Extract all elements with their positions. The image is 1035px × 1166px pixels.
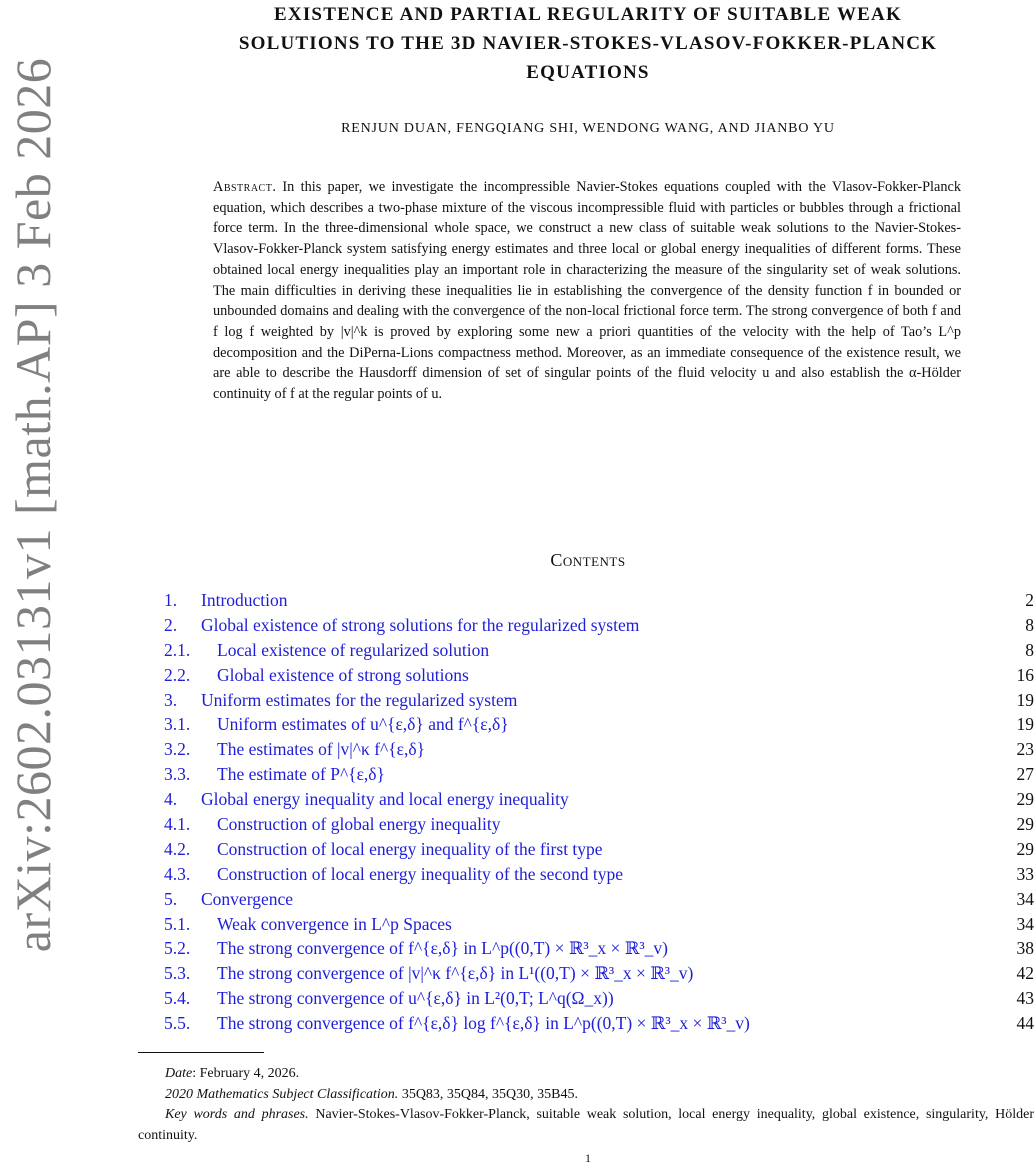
- toc-entry[interactable]: [164, 812, 1034, 837]
- toc-entry-number[interactable]: 2.2.: [164, 664, 191, 685]
- toc-entry-number[interactable]: 5.: [164, 888, 178, 909]
- toc-entry-page: 38: [1016, 938, 1034, 959]
- toc-entry[interactable]: [164, 1011, 1034, 1036]
- toc-entry-page: 33: [1016, 863, 1034, 884]
- toc-entry-link[interactable]: The estimate of P^{ε,δ}: [217, 764, 385, 785]
- toc-entry-number[interactable]: 4.1.: [164, 814, 191, 835]
- toc-entry-link[interactable]: Construction of local energy inequality of the first type: [217, 838, 603, 859]
- msc-label: 2020 Mathematics Subject Classification.: [165, 1086, 399, 1102]
- abstract-label: Abstract.: [213, 179, 277, 195]
- toc-entry-page: 27: [1016, 764, 1034, 785]
- toc-entry-link[interactable]: Global existence of strong solutions: [217, 664, 469, 685]
- toc-entry-link[interactable]: The strong convergence of |v|^κ f^{ε,δ} in L¹((0,T) × ℝ³_x × ℝ³_v): [217, 963, 694, 984]
- toc-entry-number[interactable]: 5.2.: [164, 938, 191, 959]
- toc-entry-number[interactable]: 3.3.: [164, 764, 191, 785]
- toc-entry-number[interactable]: 3.2.: [164, 739, 191, 760]
- footnotes: [138, 1064, 1034, 1146]
- toc-entry-link[interactable]: Uniform estimates for the regularized system: [201, 689, 518, 710]
- toc-entry[interactable]: [164, 887, 1034, 912]
- toc-entry-link[interactable]: Global existence of strong solutions for the regularized system: [201, 614, 640, 635]
- toc-entry-page: 8: [1025, 614, 1034, 635]
- toc-entry-number[interactable]: 5.5.: [164, 1013, 191, 1034]
- toc-entry-page: 2: [1025, 590, 1034, 610]
- toc-entry[interactable]: [164, 936, 1034, 961]
- toc-entry-page: 8: [1025, 639, 1034, 660]
- toc-entry-page: 16: [1016, 664, 1034, 685]
- toc-entry-page: 43: [1016, 988, 1034, 1009]
- title-line: EQUATIONS: [526, 62, 650, 83]
- toc-entry[interactable]: [164, 862, 1034, 887]
- toc-entry-page: 34: [1016, 913, 1034, 934]
- paper-title: [140, 0, 1035, 87]
- contents-heading: Contents: [550, 550, 626, 570]
- arxiv-id-text: arXiv:2602.03131v1 [math.AP] 3 Feb 2026: [5, 57, 61, 953]
- toc-entry-link[interactable]: Weak convergence in L^p Spaces: [217, 913, 452, 934]
- toc-entry-link[interactable]: Construction of local energy inequality of the second type: [217, 863, 623, 884]
- toc-entry[interactable]: [164, 663, 1034, 688]
- toc-entry-number[interactable]: 2.1.: [164, 639, 191, 660]
- msc-value: 35Q83, 35Q84, 35Q30, 35B45.: [401, 1086, 578, 1102]
- toc-entry-page: 29: [1016, 814, 1034, 835]
- toc-entry[interactable]: [164, 588, 1034, 613]
- keywords-label: Key words and phrases.: [165, 1107, 309, 1122]
- toc-entry-number[interactable]: 5.1.: [164, 913, 191, 934]
- toc-entry-link[interactable]: Convergence: [201, 888, 294, 909]
- page-number: 1: [585, 1151, 591, 1165]
- title-line: EXISTENCE AND PARTIAL REGULARITY OF SUITABLE WEAK: [274, 4, 902, 25]
- title-line: SOLUTIONS TO THE 3D NAVIER-STOKES-VLASOV-FOKKER-PLANCK: [238, 33, 938, 54]
- toc-entry-number[interactable]: 2.: [164, 614, 178, 635]
- toc-entry-link[interactable]: Local existence of regularized solution: [217, 639, 490, 660]
- author-list: RENJUN DUAN, FENGQIANG SHI, WENDONG WANG, AND JIANBO YU: [341, 121, 835, 136]
- toc-entry[interactable]: [164, 737, 1034, 762]
- toc-entry-link[interactable]: The estimates of |v|^κ f^{ε,δ}: [217, 739, 426, 760]
- date-value: February 4, 2026.: [199, 1066, 300, 1081]
- toc-entry-page: 44: [1016, 1013, 1034, 1034]
- toc-entry-page: 29: [1016, 838, 1034, 859]
- table-of-contents: [164, 588, 1034, 1036]
- toc-entry-link[interactable]: The strong convergence of f^{ε,δ} log f^{ε,δ} in L^p((0,T) × ℝ³_x × ℝ³_v): [217, 1013, 750, 1034]
- toc-entry-link[interactable]: Uniform estimates of u^{ε,δ} and f^{ε,δ}: [217, 714, 509, 735]
- abstract: [213, 177, 961, 405]
- date-label: Date: [165, 1066, 193, 1081]
- footnote-date: Date: February 4, 2026.: [165, 1066, 300, 1081]
- toc-entry-link[interactable]: Introduction: [201, 590, 288, 610]
- toc-entry-number[interactable]: 3.1.: [164, 714, 191, 735]
- footnote-msc: [138, 1085, 1034, 1106]
- toc-entry[interactable]: [164, 638, 1034, 663]
- toc-entry[interactable]: [164, 912, 1034, 937]
- toc-entry-page: 42: [1016, 963, 1034, 984]
- toc-entry-page: 34: [1016, 888, 1034, 909]
- toc-entry-number[interactable]: 4.: [164, 789, 178, 810]
- toc-entry[interactable]: [164, 787, 1034, 812]
- keywords-value: Navier-Stokes-Vlasov-Fokker-Planck, suitable weak solution, local energy inequality, global existence, singularity, Hölder continuity.: [138, 1107, 1034, 1143]
- toc-entry[interactable]: [164, 613, 1034, 638]
- toc-entry-number[interactable]: 3.: [164, 689, 178, 710]
- toc-entry[interactable]: [164, 837, 1034, 862]
- abstract-text: In this paper, we investigate the incompressible Navier-Stokes equations coupled with the Vlasov-Fokker-Planck equation, which describes a two-phase mixture of the viscous incompressible fluid with particles or bubbles through a frictional force term. In the three-dimensional whole space, we construct a new class of suitable weak solutions to the Navier-Stokes-Vlasov-Fokker-Planck system satisfying energy estimates and three local or global energy inequalities of different forms. These obtained local energy inequalities play an important role in characterizing the measure of the singularity set of weak solutions. The main difficulties in deriving these inequalities lie in establishing the convergence of the density function f in bounded or unbounded domains and dealing with the convergence of the non-local frictional force term. The strong convergence of both f and f log f weighted by |v|^k is proved by exploring some new a priori quantities of the velocity with the help of Tao’s L^p decomposition and the DiPerna-Lions compactness method. Moreover, as an immediate consequence of the existence result, we are able to describe the Hausdorff dimension of set of singular points of the fluid velocity u and also establish the α-Hölder continuity of f at the regular points of u.: [213, 179, 961, 403]
- toc-entry-number[interactable]: 4.2.: [164, 838, 191, 859]
- toc-entry[interactable]: [164, 986, 1034, 1011]
- footnote-keywords: [138, 1105, 1034, 1146]
- toc-entry-link[interactable]: Global energy inequality and local energy inequality: [201, 789, 569, 810]
- toc-entry-number[interactable]: 1.: [164, 590, 178, 610]
- toc-entry[interactable]: [164, 762, 1034, 787]
- toc-entry-link[interactable]: The strong convergence of f^{ε,δ} in L^p((0,T) × ℝ³_x × ℝ³_v): [217, 938, 668, 959]
- toc-entry[interactable]: [164, 712, 1034, 737]
- toc-entry[interactable]: [164, 961, 1034, 986]
- footnote-divider: [138, 1052, 264, 1053]
- toc-entry-page: 19: [1016, 689, 1034, 710]
- toc-entry-link[interactable]: The strong convergence of u^{ε,δ} in L²(0,T; L^q(Ω_x)): [217, 988, 614, 1009]
- toc-entry[interactable]: [164, 688, 1034, 713]
- toc-entry-number[interactable]: 5.3.: [164, 963, 191, 984]
- toc-entry-page: 23: [1016, 739, 1034, 760]
- toc-entry-number[interactable]: 5.4.: [164, 988, 191, 1009]
- toc-entry-page: 19: [1016, 714, 1034, 735]
- toc-entry-number[interactable]: 4.3.: [164, 863, 191, 884]
- toc-entry-page: 29: [1016, 789, 1034, 810]
- toc-entry-link[interactable]: Construction of global energy inequality: [217, 814, 501, 835]
